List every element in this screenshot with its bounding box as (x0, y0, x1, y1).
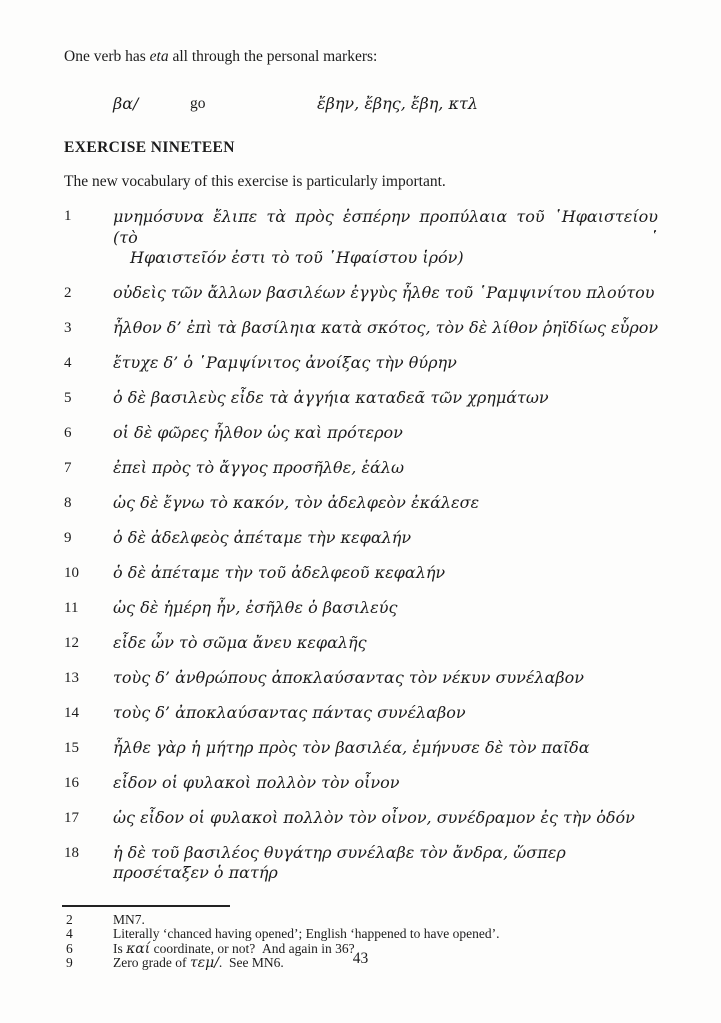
exercise-greek-text: εἶδον οἱ φυλακοὶ πολλὸν τὸν οἶνον (113, 772, 400, 792)
exercise-number: 3 (64, 319, 72, 336)
intro-emphasis: eta (149, 47, 169, 65)
exercise-number: 15 (64, 739, 79, 756)
exercise-number: 4 (64, 354, 72, 371)
intro-post: all through the personal markers: (168, 47, 378, 65)
footnote-row (64, 913, 663, 928)
exercise-item (64, 423, 663, 443)
section-title: EXERCISE NINETEEN (64, 138, 235, 156)
exercise-number: 17 (64, 809, 79, 826)
footnote-text-pre: MN7. (113, 911, 145, 927)
exercise-greek-text: ἐπεὶ πρὸς τὸ ἄγγος προσῆλθε, ἑάλω (113, 457, 404, 477)
footnote-number: 2 (66, 911, 73, 927)
exercise-greek-text: τοὺς δ’ ἀνθρώπους ἀποκλαύσαντας τὸν νέκυν συνέλαβον (113, 667, 585, 687)
exercise-number: 12 (64, 634, 79, 651)
footnote-text-pre: Literally ‘chanced having opened’; English ‘happened to have opened’. (113, 926, 500, 941)
exercise-item (64, 206, 663, 268)
exercise-item (64, 353, 663, 373)
exercise-item (64, 773, 663, 793)
verb-forms: ἔβην, ἔβης, ἔβη, κτλ (317, 93, 478, 113)
exercise-item (64, 458, 663, 478)
exercise-greek-text: ὁ δὲ βασιλεὺς εἶδε τὰ ἀγγήια καταδεᾶ τῶν χρημάτων (113, 387, 549, 407)
exercise-item (64, 808, 663, 828)
exercise-greek-text: τοὺς δ’ ἀποκλαύσαντας πάντας συνέλαβον (113, 702, 466, 722)
exercise-number: 14 (64, 704, 79, 721)
exercise-greek-text: ὡς δὲ ἡμέρη ἦν, ἐσῆλθε ὁ βασιλεύς (113, 597, 398, 617)
exercise-item (64, 598, 663, 618)
footnote-text-pre: Is (113, 940, 127, 956)
page-number: 43 (352, 950, 369, 967)
exercise-greek-text: ὡς εἶδον οἱ φυλακοὶ πολλὸν τὸν οἶνον, συνέδραμον ἐς τὴν ὁδόν (113, 807, 635, 827)
footnote-text-post: coordinate, or not? And again in 36? (150, 940, 355, 956)
exercise-greek-text: ἦλθε γὰρ ἡ μήτηρ πρὸς τὸν βασιλέα, ἐμήνυσε δὲ τὸν παῖδα (113, 737, 590, 757)
intro-pre: One verb has (64, 47, 150, 65)
exercise-greek-line1: μνημόσυνα ἔλιπε τὰ πρὸς ἑσπέρην προπύλαια τοῦ ῾Ηφαιστείου (τὸ ῾ (113, 206, 658, 247)
exercise-number: 1 (64, 207, 72, 224)
footnote-number: 6 (66, 940, 73, 956)
exercise-greek-text: ἔτυχε δ’ ὁ ῾Ραμψίνιτος ἀνοίξας τὴν θύρην (113, 352, 457, 372)
exercise-item (64, 388, 663, 408)
exercise-greek-text: ὁ δὲ ἀδελφεὸς ἀπέταμε τὴν κεφαλήν (113, 527, 412, 547)
section-intro: The new vocabulary of this exercise is particularly important. (64, 172, 446, 190)
exercise-number: 13 (64, 669, 79, 686)
exercise-number: 18 (64, 844, 79, 861)
exercise-greek-text: οὐδεὶς τῶν ἄλλων βασιλέων ἐγγὺς ἦλθε τοῦ ῾Ραμψινίτου πλούτου (113, 282, 655, 302)
footnote-text (113, 913, 663, 928)
exercise-text (113, 206, 663, 268)
exercise-item (64, 738, 663, 758)
exercise-item (64, 528, 663, 548)
exercise-list (64, 206, 663, 883)
exercise-item (64, 843, 663, 883)
exercise-item (64, 318, 663, 338)
exercise-number: 8 (64, 494, 72, 511)
verb-gloss: go (190, 94, 206, 112)
verb-paradigm-row (113, 93, 663, 115)
exercise-number: 7 (64, 459, 72, 476)
footnote-divider (62, 905, 230, 907)
footnote-greek: τεμ/ (189, 955, 219, 971)
exercise-number: 11 (64, 599, 79, 616)
exercise-number: 10 (64, 564, 79, 581)
verb-stem: βα/ (113, 93, 139, 113)
exercise-greek-text: ὡς δὲ ἔγνω τὸ κακόν, τὸν ἀδελφεὸν ἐκάλεσε (113, 492, 480, 512)
footnote-text-post: . See MN6. (218, 955, 284, 970)
footnote-text (113, 927, 663, 942)
footnote-number: 4 (66, 926, 73, 941)
exercise-item (64, 283, 663, 303)
exercise-number: 16 (64, 774, 79, 791)
exercise-greek-line2: Ηφαιστεῖόν ἐστι τὸ τοῦ ῾Ηφαίστου ἱρόν) (130, 247, 464, 267)
exercise-greek-text: ὁ δὲ ἀπέταμε τὴν τοῦ ἀδελφεοῦ κεφαλήν (113, 562, 446, 582)
footnote-number: 9 (66, 955, 73, 970)
exercise-item (64, 493, 663, 513)
footnote-row (64, 927, 663, 942)
exercise-item (64, 633, 663, 653)
exercise-number: 9 (64, 529, 72, 546)
exercise-greek-text: οἱ δὲ φῶρες ἦλθον ὡς καὶ πρότερον (113, 422, 403, 442)
exercise-greek-text: ἦλθον δ’ ἐπὶ τὰ βασίληια κατὰ σκότος, τὸν δὲ λίθον ῥηϊδίως εὗρον (113, 317, 659, 337)
intro-sentence (64, 46, 663, 67)
exercise-greek-text: εἶδε ὦν τὸ σῶμα ἄνευ κεφαλῆς (113, 632, 367, 652)
exercise-greek-text: ἡ δὲ τοῦ βασιλέος θυγάτηρ συνέλαβε τὸν ἄνδρα, ὥσπερ προσέταξεν ὁ πατήρ (113, 842, 566, 882)
exercise-item (64, 668, 663, 688)
exercise-item (64, 703, 663, 723)
footnote-greek: καί (126, 940, 151, 957)
footnote-text-pre: Zero grade of (113, 955, 190, 970)
exercise-item (64, 563, 663, 583)
exercise-number: 6 (64, 424, 72, 441)
exercise-number: 2 (64, 284, 72, 301)
exercise-number: 5 (64, 389, 72, 406)
